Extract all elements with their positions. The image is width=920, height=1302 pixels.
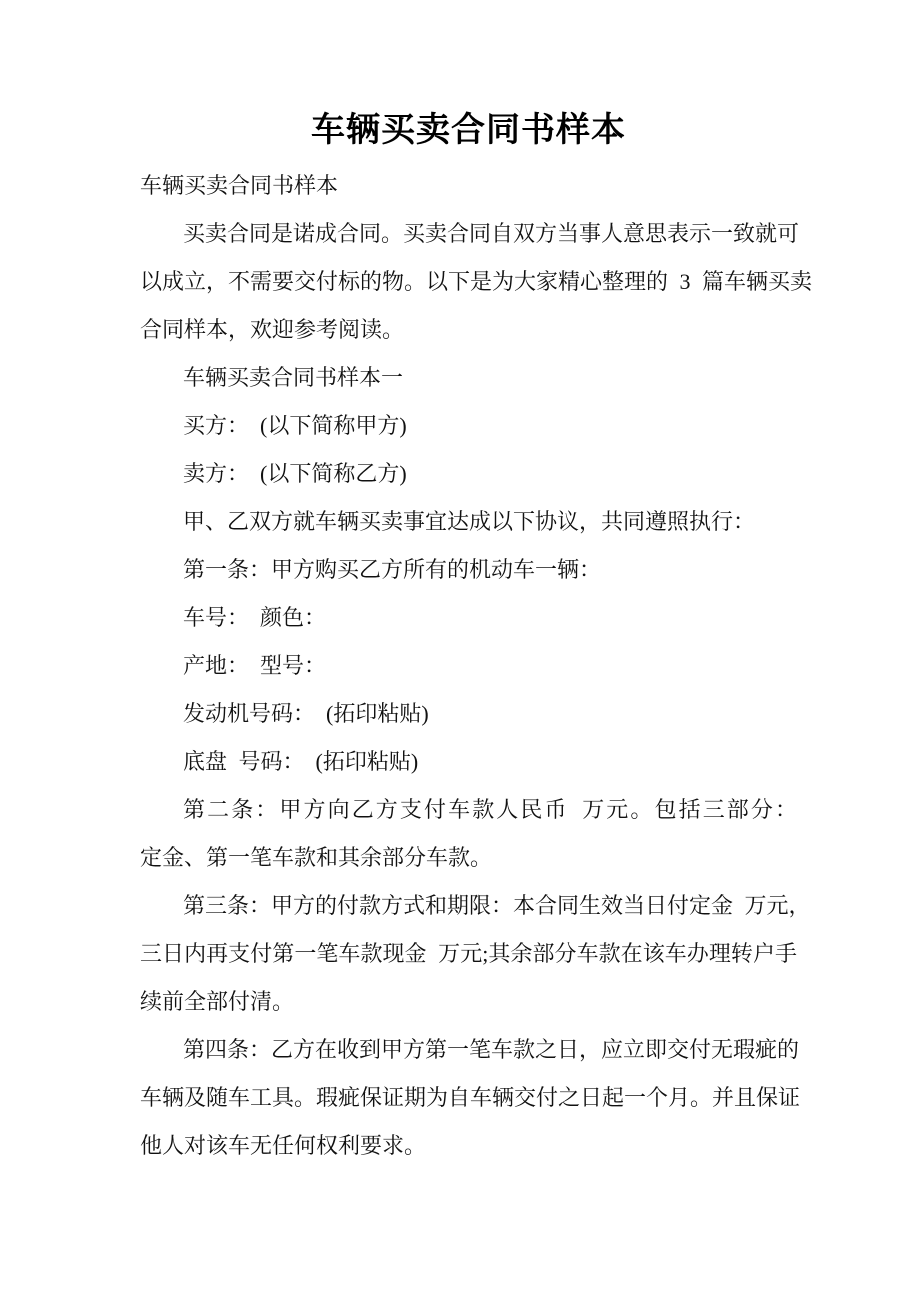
document-line: 发动机号码： (拓印粘贴) [183, 701, 429, 726]
document-line: 第四条：乙方在收到甲方第一笔车款之日，应立即交付无瑕疵的 [183, 1037, 800, 1062]
document-line: 产地： 型号： [183, 653, 327, 678]
document-line: 车辆买卖合同书样本一 [183, 365, 404, 390]
document-line: 合同样本，欢迎参考阅读。 [140, 317, 405, 342]
document-line: 买方： (以下简称甲方) [183, 413, 407, 438]
document-title: 车辆买卖合同书样本 [311, 112, 626, 149]
document-line: 第三条：甲方的付款方式和期限：本合同生效当日付定金 万元， [183, 893, 811, 918]
document-line: 车辆买卖合同书样本 [140, 173, 339, 198]
document-body [140, 162, 813, 1170]
document-line: 他人对该车无任何权利要求。 [140, 1133, 427, 1158]
document-line: 车辆及随车工具。瑕疵保证期为自车辆交付之日起一个月。并且保证 [140, 1085, 801, 1110]
document-line: 底盘 号码： (拓印粘贴) [183, 749, 419, 774]
document-line: 定金、第一笔车款和其余部分车款。 [140, 845, 493, 870]
document-line: 三日内再支付第一笔车款现金 万元;其余部分车款在该车办理转户手 [140, 941, 797, 966]
document-line: 第二条：甲方向乙方支付车款人民币 万元。包括三部分： [183, 797, 797, 822]
document-line: 买卖合同是诺成合同。买卖合同自双方当事人意思表示一致就可 [183, 221, 800, 246]
document-line: 车号： 颜色： [183, 605, 327, 630]
document-line: 甲、乙双方就车辆买卖事宜达成以下协议，共同遵照执行： [183, 509, 756, 534]
document-line: 卖方： (以下简称乙方) [183, 461, 407, 486]
document-line: 以成立，不需要交付标的物。以下是为大家精心整理的 3 篇车辆买卖 [140, 269, 813, 294]
document-line: 续前全部付清。 [140, 989, 295, 1014]
document-line: 第一条：甲方购买乙方所有的机动车一辆： [183, 557, 602, 582]
